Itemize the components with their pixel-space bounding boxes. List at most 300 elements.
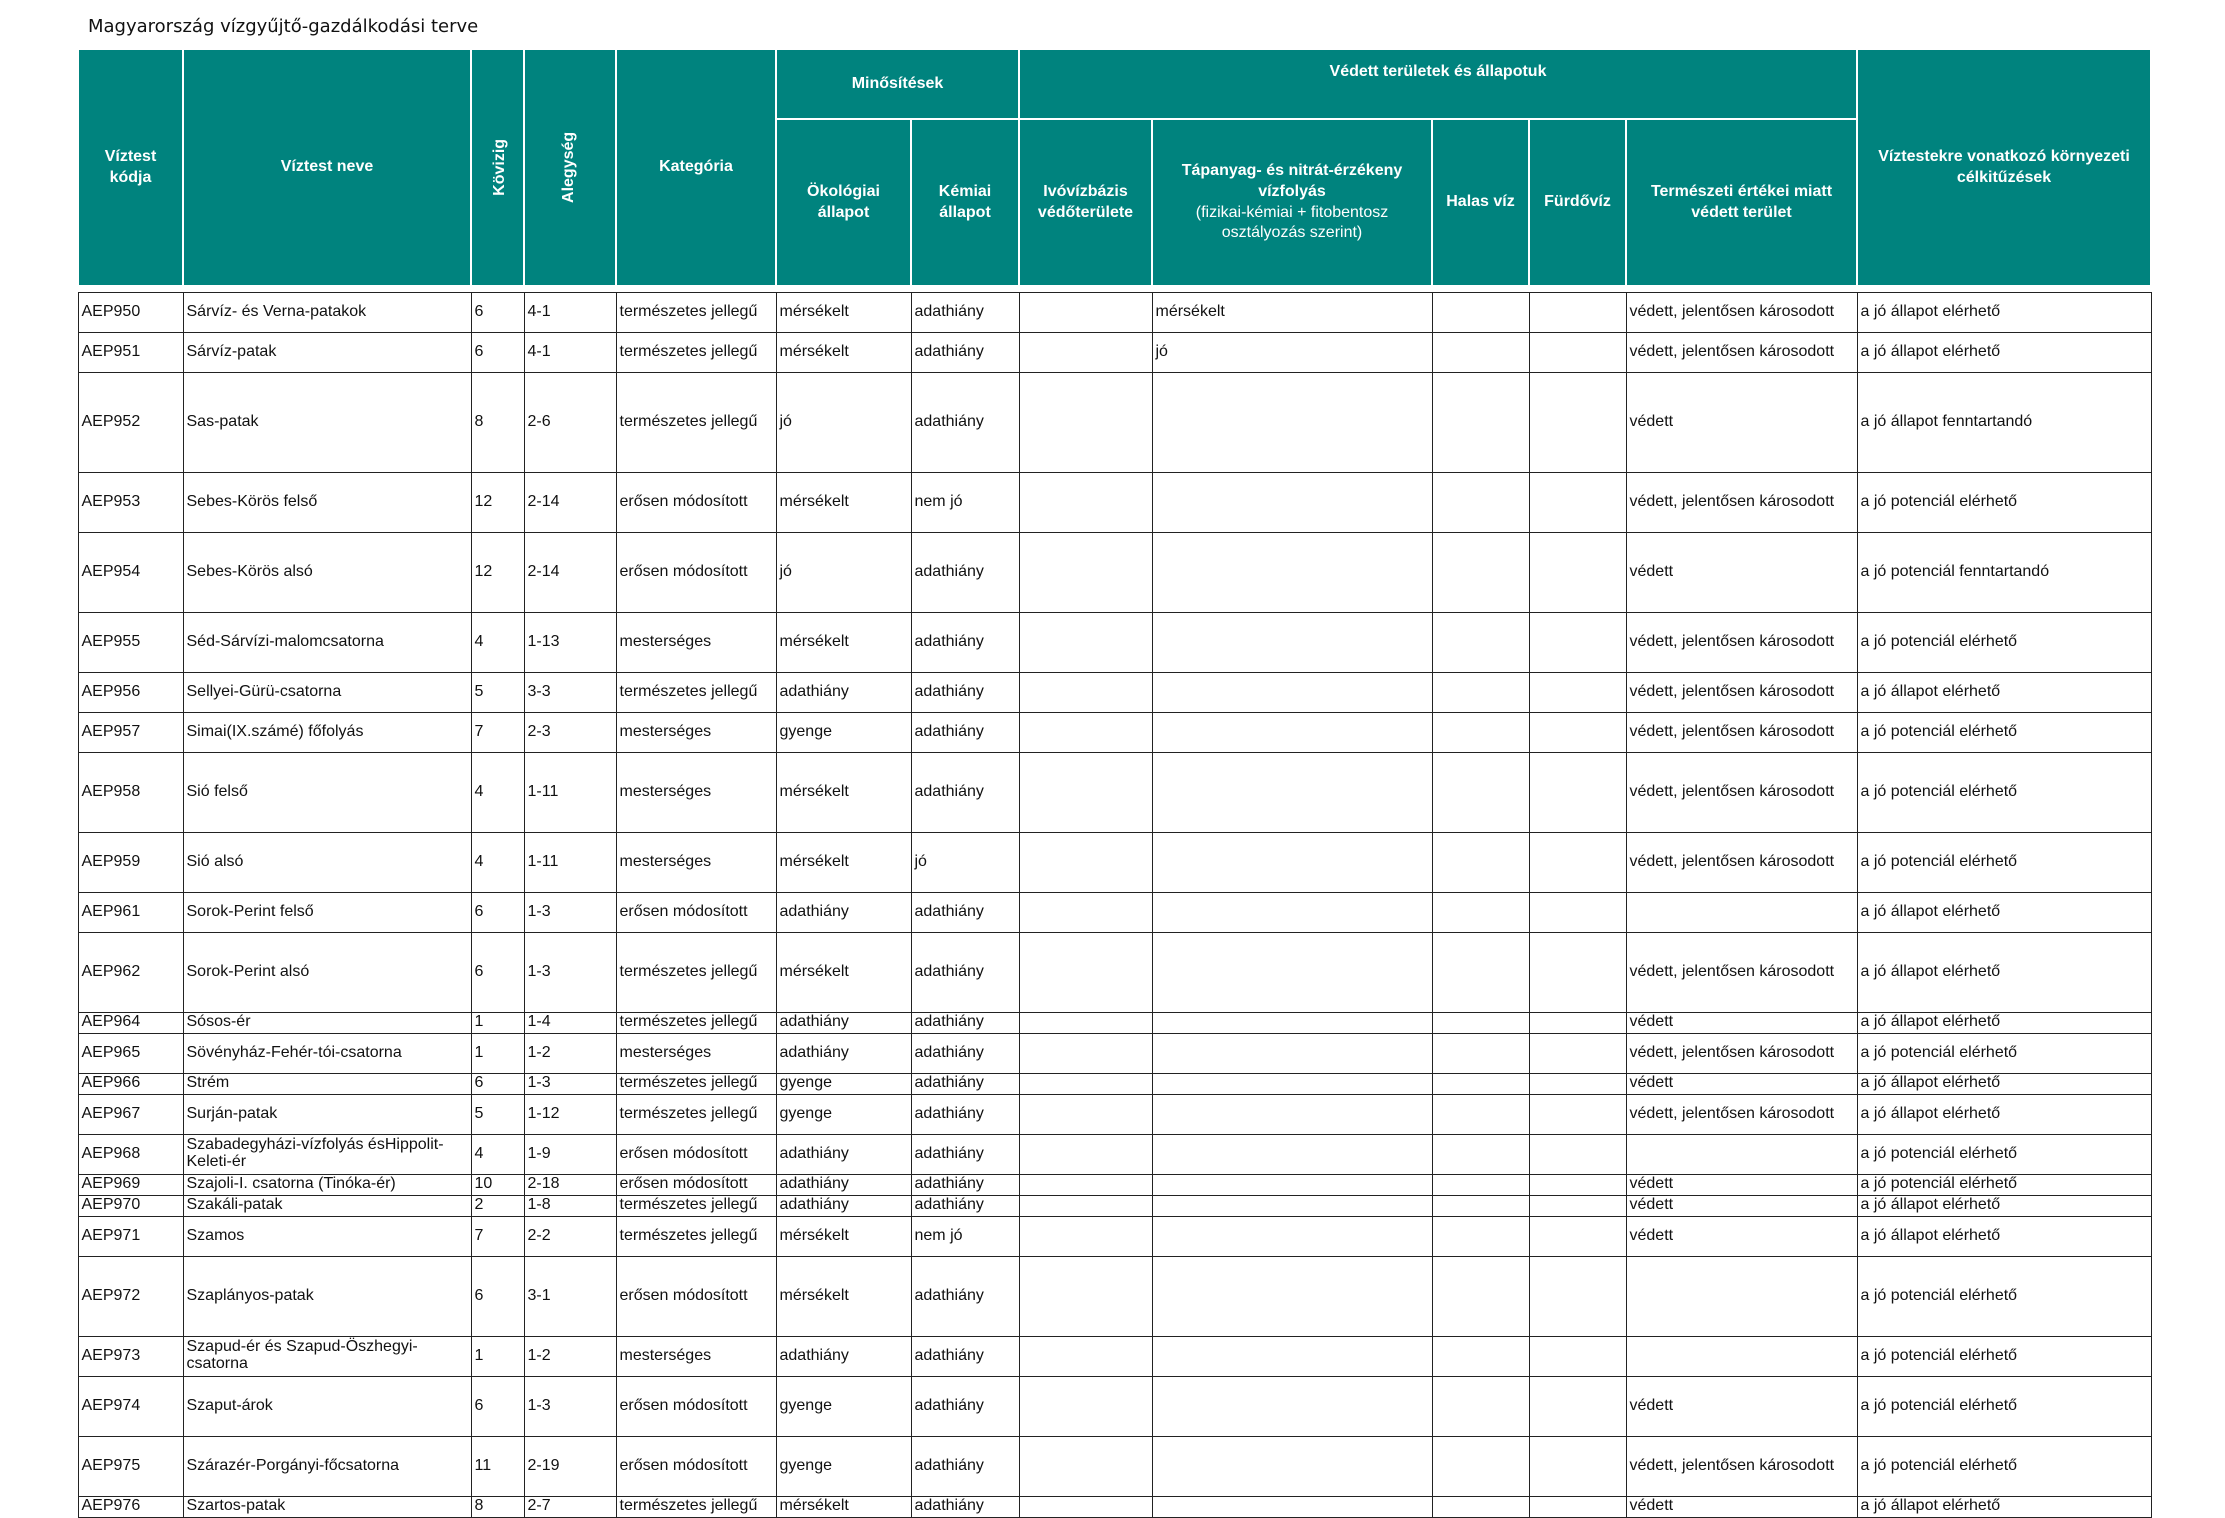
cell-objective: a jó állapot elérhető xyxy=(1857,1012,2151,1033)
cell-kovizig: 11 xyxy=(471,1436,524,1496)
cell-category: erősen módosított xyxy=(616,1256,776,1336)
table-row xyxy=(78,892,2151,932)
cell-name: Sósos-ér xyxy=(183,1012,471,1033)
cell-name: Szakáli-patak xyxy=(183,1195,471,1216)
cell-chemical: adathiány xyxy=(911,1174,1019,1195)
cell-drinking-water xyxy=(1019,1436,1152,1496)
cell-nature-protected xyxy=(1626,1256,1857,1336)
cell-kovizig: 6 xyxy=(471,1073,524,1094)
header-category: Kategória xyxy=(616,49,776,286)
cell-ecological: gyenge xyxy=(776,1073,911,1094)
cell-ecological: adathiány xyxy=(776,672,911,712)
header-chemical: Kémiai állapot xyxy=(911,119,1019,286)
cell-drinking-water xyxy=(1019,332,1152,372)
cell-name: Séd-Sárvízi-malomcsatorna xyxy=(183,612,471,672)
table-row xyxy=(78,1174,2151,1195)
cell-nutrient xyxy=(1152,1012,1432,1033)
cell-ecological: mérsékelt xyxy=(776,752,911,832)
cell-ecological: adathiány xyxy=(776,1012,911,1033)
cell-fish-water xyxy=(1432,712,1529,752)
cell-name: Sárvíz-patak xyxy=(183,332,471,372)
cell-drinking-water xyxy=(1019,1376,1152,1436)
cell-ecological: mérsékelt xyxy=(776,292,911,332)
cell-ecological: adathiány xyxy=(776,1195,911,1216)
cell-kovizig: 10 xyxy=(471,1174,524,1195)
table-row xyxy=(78,832,2151,892)
cell-ecological: mérsékelt xyxy=(776,612,911,672)
table-row xyxy=(78,1496,2151,1517)
cell-nutrient xyxy=(1152,1216,1432,1256)
cell-chemical: adathiány xyxy=(911,752,1019,832)
table-row xyxy=(78,1073,2151,1094)
cell-kovizig: 8 xyxy=(471,1496,524,1517)
cell-fish-water xyxy=(1432,532,1529,612)
cell-objective: a jó potenciál elérhető xyxy=(1857,712,2151,752)
cell-alegyseg: 1-11 xyxy=(524,832,616,892)
cell-nutrient xyxy=(1152,932,1432,1012)
cell-category: erősen módosított xyxy=(616,1134,776,1174)
cell-name: Sió felső xyxy=(183,752,471,832)
cell-code: AEP974 xyxy=(78,1376,183,1436)
header-name: Víztest neve xyxy=(183,49,471,286)
cell-name: Sövényház-Fehér-tói-csatorna xyxy=(183,1033,471,1073)
cell-name: Szartos-patak xyxy=(183,1496,471,1517)
cell-drinking-water xyxy=(1019,1094,1152,1134)
cell-objective: a jó potenciál fenntartandó xyxy=(1857,532,2151,612)
cell-alegyseg: 4-1 xyxy=(524,292,616,332)
cell-chemical: adathiány xyxy=(911,1012,1019,1033)
cell-name: Sellyei-Gürü-csatorna xyxy=(183,672,471,712)
table-row xyxy=(78,932,2151,1012)
cell-category: természetes jellegű xyxy=(616,292,776,332)
header-kovizig: Kövizig xyxy=(471,49,524,286)
cell-code: AEP973 xyxy=(78,1336,183,1376)
cell-alegyseg: 2-7 xyxy=(524,1496,616,1517)
table-row xyxy=(78,1436,2151,1496)
cell-kovizig: 4 xyxy=(471,752,524,832)
cell-nature-protected: védett, jelentősen károsodott xyxy=(1626,1436,1857,1496)
cell-nature-protected xyxy=(1626,1336,1857,1376)
cell-chemical: adathiány xyxy=(911,1195,1019,1216)
cell-category: mesterséges xyxy=(616,1336,776,1376)
cell-chemical: adathiány xyxy=(911,292,1019,332)
cell-fish-water xyxy=(1432,1496,1529,1517)
cell-ecological: mérsékelt xyxy=(776,332,911,372)
cell-drinking-water xyxy=(1019,712,1152,752)
cell-category: természetes jellegű xyxy=(616,1012,776,1033)
cell-nutrient xyxy=(1152,1376,1432,1436)
cell-alegyseg: 2-3 xyxy=(524,712,616,752)
cell-name: Szárazér-Porgányi-főcsatorna xyxy=(183,1436,471,1496)
cell-bathing-water xyxy=(1529,1195,1626,1216)
table-row xyxy=(78,1094,2151,1134)
cell-drinking-water xyxy=(1019,1496,1152,1517)
water-body-table xyxy=(77,48,2152,1518)
cell-bathing-water xyxy=(1529,612,1626,672)
cell-alegyseg: 2-6 xyxy=(524,372,616,472)
cell-code: AEP959 xyxy=(78,832,183,892)
cell-objective: a jó állapot fenntartandó xyxy=(1857,372,2151,472)
cell-nutrient xyxy=(1152,1073,1432,1094)
cell-ecological: adathiány xyxy=(776,1174,911,1195)
cell-objective: a jó potenciál elérhető xyxy=(1857,1376,2151,1436)
cell-nutrient xyxy=(1152,832,1432,892)
table-header xyxy=(78,49,2151,292)
cell-name: Sebes-Körös felső xyxy=(183,472,471,532)
table-row xyxy=(78,1336,2151,1376)
cell-category: mesterséges xyxy=(616,1033,776,1073)
cell-objective: a jó állapot elérhető xyxy=(1857,932,2151,1012)
cell-code: AEP953 xyxy=(78,472,183,532)
cell-objective: a jó állapot elérhető xyxy=(1857,1216,2151,1256)
cell-bathing-water xyxy=(1529,1496,1626,1517)
cell-fish-water xyxy=(1432,332,1529,372)
cell-code: AEP969 xyxy=(78,1174,183,1195)
cell-objective: a jó állapot elérhető xyxy=(1857,1073,2151,1094)
cell-nature-protected: védett xyxy=(1626,532,1857,612)
cell-name: Szamos xyxy=(183,1216,471,1256)
cell-alegyseg: 1-3 xyxy=(524,1073,616,1094)
cell-drinking-water xyxy=(1019,1033,1152,1073)
cell-drinking-water xyxy=(1019,1256,1152,1336)
cell-objective: a jó állapot elérhető xyxy=(1857,892,2151,932)
table-row xyxy=(78,672,2151,712)
cell-kovizig: 5 xyxy=(471,672,524,712)
cell-bathing-water xyxy=(1529,1216,1626,1256)
cell-bathing-water xyxy=(1529,832,1626,892)
cell-kovizig: 8 xyxy=(471,372,524,472)
cell-alegyseg: 4-1 xyxy=(524,332,616,372)
cell-code: AEP968 xyxy=(78,1134,183,1174)
cell-objective: a jó állapot elérhető xyxy=(1857,1094,2151,1134)
cell-code: AEP976 xyxy=(78,1496,183,1517)
cell-alegyseg: 2-18 xyxy=(524,1174,616,1195)
cell-name: Szapud-ér és Szapud-Öszhegyi-csatorna xyxy=(183,1336,471,1376)
cell-nature-protected xyxy=(1626,1134,1857,1174)
cell-fish-water xyxy=(1432,472,1529,532)
cell-bathing-water xyxy=(1529,892,1626,932)
header-bathing-water: Fürdővíz xyxy=(1529,119,1626,286)
cell-bathing-water xyxy=(1529,1094,1626,1134)
cell-code: AEP964 xyxy=(78,1012,183,1033)
cell-kovizig: 6 xyxy=(471,932,524,1012)
cell-drinking-water xyxy=(1019,1134,1152,1174)
cell-code: AEP951 xyxy=(78,332,183,372)
cell-kovizig: 6 xyxy=(471,1256,524,1336)
cell-chemical: adathiány xyxy=(911,532,1019,612)
cell-ecological: gyenge xyxy=(776,712,911,752)
cell-nutrient xyxy=(1152,1256,1432,1336)
cell-name: Sas-patak xyxy=(183,372,471,472)
cell-ecological: gyenge xyxy=(776,1094,911,1134)
cell-kovizig: 4 xyxy=(471,612,524,672)
cell-nutrient xyxy=(1152,1094,1432,1134)
cell-nutrient xyxy=(1152,892,1432,932)
cell-bathing-water xyxy=(1529,1012,1626,1033)
cell-category: természetes jellegű xyxy=(616,932,776,1012)
cell-fish-water xyxy=(1432,1033,1529,1073)
table-row xyxy=(78,472,2151,532)
cell-alegyseg: 1-12 xyxy=(524,1094,616,1134)
table-row xyxy=(78,332,2151,372)
cell-ecological: mérsékelt xyxy=(776,1216,911,1256)
cell-ecological: adathiány xyxy=(776,892,911,932)
cell-fish-water xyxy=(1432,1336,1529,1376)
cell-chemical: adathiány xyxy=(911,892,1019,932)
cell-objective: a jó potenciál elérhető xyxy=(1857,1436,2151,1496)
cell-category: természetes jellegű xyxy=(616,672,776,712)
cell-drinking-water xyxy=(1019,752,1152,832)
cell-drinking-water xyxy=(1019,832,1152,892)
cell-nutrient: jó xyxy=(1152,332,1432,372)
cell-fish-water xyxy=(1432,892,1529,932)
header-nutrient-sub: (fizikai-kémiai + fitobentosz osztályozás szerint) xyxy=(1195,203,1389,242)
cell-kovizig: 12 xyxy=(471,472,524,532)
cell-fish-water xyxy=(1432,1216,1529,1256)
cell-chemical: adathiány xyxy=(911,1436,1019,1496)
cell-chemical: nem jó xyxy=(911,472,1019,532)
cell-kovizig: 7 xyxy=(471,712,524,752)
cell-alegyseg: 1-2 xyxy=(524,1033,616,1073)
cell-ecological: mérsékelt xyxy=(776,1496,911,1517)
cell-nutrient xyxy=(1152,1134,1432,1174)
header-ecological: Ökológiai állapot xyxy=(776,119,911,286)
cell-fish-water xyxy=(1432,1073,1529,1094)
cell-category: erősen módosított xyxy=(616,532,776,612)
cell-nature-protected: védett, jelentősen károsodott xyxy=(1626,612,1857,672)
cell-nature-protected: védett, jelentősen károsodott xyxy=(1626,752,1857,832)
header-fish-water: Halas víz xyxy=(1432,119,1529,286)
cell-fish-water xyxy=(1432,672,1529,712)
cell-alegyseg: 1-4 xyxy=(524,1012,616,1033)
cell-kovizig: 4 xyxy=(471,832,524,892)
cell-nature-protected: védett, jelentősen károsodott xyxy=(1626,1094,1857,1134)
cell-code: AEP966 xyxy=(78,1073,183,1094)
cell-alegyseg: 1-8 xyxy=(524,1195,616,1216)
cell-objective: a jó potenciál elérhető xyxy=(1857,832,2151,892)
header-ratings-group: Minősítések xyxy=(776,49,1019,119)
cell-alegyseg: 3-1 xyxy=(524,1256,616,1336)
table-row xyxy=(78,532,2151,612)
cell-alegyseg: 1-9 xyxy=(524,1134,616,1174)
cell-drinking-water xyxy=(1019,532,1152,612)
cell-name: Surján-patak xyxy=(183,1094,471,1134)
cell-bathing-water xyxy=(1529,1174,1626,1195)
cell-kovizig: 6 xyxy=(471,292,524,332)
cell-bathing-water xyxy=(1529,752,1626,832)
cell-fish-water xyxy=(1432,1436,1529,1496)
cell-category: természetes jellegű xyxy=(616,372,776,472)
table-row xyxy=(78,1033,2151,1073)
cell-alegyseg: 1-13 xyxy=(524,612,616,672)
cell-code: AEP952 xyxy=(78,372,183,472)
cell-category: mesterséges xyxy=(616,752,776,832)
cell-drinking-water xyxy=(1019,1174,1152,1195)
cell-name: Sorok-Perint alsó xyxy=(183,932,471,1012)
cell-nature-protected: védett xyxy=(1626,1012,1857,1033)
cell-fish-water xyxy=(1432,932,1529,1012)
cell-code: AEP958 xyxy=(78,752,183,832)
cell-kovizig: 6 xyxy=(471,1376,524,1436)
cell-nature-protected: védett xyxy=(1626,1174,1857,1195)
cell-ecological: gyenge xyxy=(776,1376,911,1436)
cell-chemical: nem jó xyxy=(911,1216,1019,1256)
cell-nature-protected: védett xyxy=(1626,1496,1857,1517)
cell-fish-water xyxy=(1432,292,1529,332)
cell-objective: a jó potenciál elérhető xyxy=(1857,752,2151,832)
cell-nutrient xyxy=(1152,1033,1432,1073)
cell-alegyseg: 1-3 xyxy=(524,932,616,1012)
cell-chemical: adathiány xyxy=(911,1256,1019,1336)
cell-category: természetes jellegű xyxy=(616,1195,776,1216)
cell-code: AEP950 xyxy=(78,292,183,332)
cell-objective: a jó állapot elérhető xyxy=(1857,1496,2151,1517)
table-row xyxy=(78,1256,2151,1336)
cell-ecological: mérsékelt xyxy=(776,1256,911,1336)
cell-drinking-water xyxy=(1019,892,1152,932)
cell-bathing-water xyxy=(1529,472,1626,532)
cell-category: természetes jellegű xyxy=(616,332,776,372)
cell-fish-water xyxy=(1432,1195,1529,1216)
header-alegyseg: Alegység xyxy=(524,49,616,286)
cell-kovizig: 4 xyxy=(471,1134,524,1174)
cell-bathing-water xyxy=(1529,672,1626,712)
cell-chemical: adathiány xyxy=(911,332,1019,372)
cell-fish-water xyxy=(1432,1094,1529,1134)
cell-chemical: adathiány xyxy=(911,712,1019,752)
cell-objective: a jó potenciál elérhető xyxy=(1857,1256,2151,1336)
cell-category: erősen módosított xyxy=(616,1174,776,1195)
cell-alegyseg: 2-2 xyxy=(524,1216,616,1256)
cell-objective: a jó potenciál elérhető xyxy=(1857,472,2151,532)
cell-drinking-water xyxy=(1019,1195,1152,1216)
cell-name: Szajoli-I. csatorna (Tinóka-ér) xyxy=(183,1174,471,1195)
cell-drinking-water xyxy=(1019,672,1152,712)
cell-drinking-water xyxy=(1019,372,1152,472)
cell-code: AEP967 xyxy=(78,1094,183,1134)
table-row xyxy=(78,292,2151,332)
header-nature-protected: Természeti értékei miatt védett terület xyxy=(1626,119,1857,286)
cell-code: AEP961 xyxy=(78,892,183,932)
cell-nature-protected: védett, jelentősen károsodott xyxy=(1626,292,1857,332)
header-protected-group: Védett területek és állapotuk xyxy=(1019,49,1857,119)
cell-nutrient xyxy=(1152,372,1432,472)
cell-alegyseg: 1-11 xyxy=(524,752,616,832)
cell-fish-water xyxy=(1432,1174,1529,1195)
cell-category: erősen módosított xyxy=(616,1436,776,1496)
cell-name: Sárvíz- és Verna-patakok xyxy=(183,292,471,332)
cell-category: mesterséges xyxy=(616,712,776,752)
cell-kovizig: 1 xyxy=(471,1012,524,1033)
cell-ecological: adathiány xyxy=(776,1033,911,1073)
cell-ecological: adathiány xyxy=(776,1134,911,1174)
cell-chemical: adathiány xyxy=(911,612,1019,672)
cell-chemical: adathiány xyxy=(911,672,1019,712)
cell-bathing-water xyxy=(1529,372,1626,472)
header-code: Víztest kódja xyxy=(78,49,183,286)
cell-kovizig: 7 xyxy=(471,1216,524,1256)
cell-nature-protected: védett xyxy=(1626,1376,1857,1436)
cell-objective: a jó potenciál elérhető xyxy=(1857,1134,2151,1174)
cell-name: Simai(IX.számé) főfolyás xyxy=(183,712,471,752)
cell-name: Sebes-Körös alsó xyxy=(183,532,471,612)
cell-chemical: adathiány xyxy=(911,372,1019,472)
cell-nutrient xyxy=(1152,672,1432,712)
cell-nutrient xyxy=(1152,532,1432,612)
cell-kovizig: 1 xyxy=(471,1033,524,1073)
cell-code: AEP956 xyxy=(78,672,183,712)
cell-nature-protected: védett, jelentősen károsodott xyxy=(1626,712,1857,752)
cell-kovizig: 2 xyxy=(471,1195,524,1216)
table-row xyxy=(78,1134,2151,1174)
cell-objective: a jó állapot elérhető xyxy=(1857,1195,2151,1216)
cell-kovizig: 6 xyxy=(471,892,524,932)
header-drinking-water: Ivóvízbázis védőterülete xyxy=(1019,119,1152,286)
cell-objective: a jó potenciál elérhető xyxy=(1857,1033,2151,1073)
cell-nature-protected: védett, jelentősen károsodott xyxy=(1626,1033,1857,1073)
table-row xyxy=(78,1216,2151,1256)
cell-drinking-water xyxy=(1019,1073,1152,1094)
table-row xyxy=(78,1195,2151,1216)
cell-code: AEP954 xyxy=(78,532,183,612)
cell-code: AEP970 xyxy=(78,1195,183,1216)
cell-alegyseg: 3-3 xyxy=(524,672,616,712)
cell-nature-protected: védett, jelentősen károsodott xyxy=(1626,332,1857,372)
cell-chemical: adathiány xyxy=(911,1336,1019,1376)
cell-name: Sorok-Perint felső xyxy=(183,892,471,932)
cell-fish-water xyxy=(1432,1376,1529,1436)
cell-alegyseg: 2-14 xyxy=(524,532,616,612)
cell-alegyseg: 2-14 xyxy=(524,472,616,532)
cell-nature-protected: védett xyxy=(1626,1195,1857,1216)
cell-objective: a jó állapot elérhető xyxy=(1857,332,2151,372)
cell-kovizig: 6 xyxy=(471,332,524,372)
cell-nutrient xyxy=(1152,1336,1432,1376)
cell-category: mesterséges xyxy=(616,832,776,892)
cell-ecological: jó xyxy=(776,372,911,472)
cell-nutrient xyxy=(1152,1436,1432,1496)
cell-nature-protected xyxy=(1626,892,1857,932)
table-row xyxy=(78,1012,2151,1033)
cell-nutrient xyxy=(1152,1174,1432,1195)
cell-bathing-water xyxy=(1529,332,1626,372)
cell-ecological: mérsékelt xyxy=(776,472,911,532)
cell-bathing-water xyxy=(1529,1376,1626,1436)
table-row xyxy=(78,612,2151,672)
cell-nature-protected: védett, jelentősen károsodott xyxy=(1626,932,1857,1012)
cell-bathing-water xyxy=(1529,1336,1626,1376)
cell-objective: a jó állapot elérhető xyxy=(1857,292,2151,332)
cell-fish-water xyxy=(1432,832,1529,892)
cell-category: természetes jellegű xyxy=(616,1094,776,1134)
cell-chemical: adathiány xyxy=(911,1094,1019,1134)
cell-code: AEP962 xyxy=(78,932,183,1012)
cell-fish-water xyxy=(1432,612,1529,672)
document-title: Magyarország vízgyűjtő-gazdálkodási terve xyxy=(88,16,479,37)
table-row xyxy=(78,372,2151,472)
cell-nature-protected: védett xyxy=(1626,372,1857,472)
cell-category: természetes jellegű xyxy=(616,1216,776,1256)
cell-objective: a jó állapot elérhető xyxy=(1857,672,2151,712)
cell-name: Strém xyxy=(183,1073,471,1094)
cell-nature-protected: védett, jelentősen károsodott xyxy=(1626,832,1857,892)
cell-code: AEP955 xyxy=(78,612,183,672)
cell-nature-protected: védett xyxy=(1626,1073,1857,1094)
cell-category: természetes jellegű xyxy=(616,1496,776,1517)
cell-bathing-water xyxy=(1529,1134,1626,1174)
cell-chemical: adathiány xyxy=(911,932,1019,1012)
cell-chemical: adathiány xyxy=(911,1033,1019,1073)
